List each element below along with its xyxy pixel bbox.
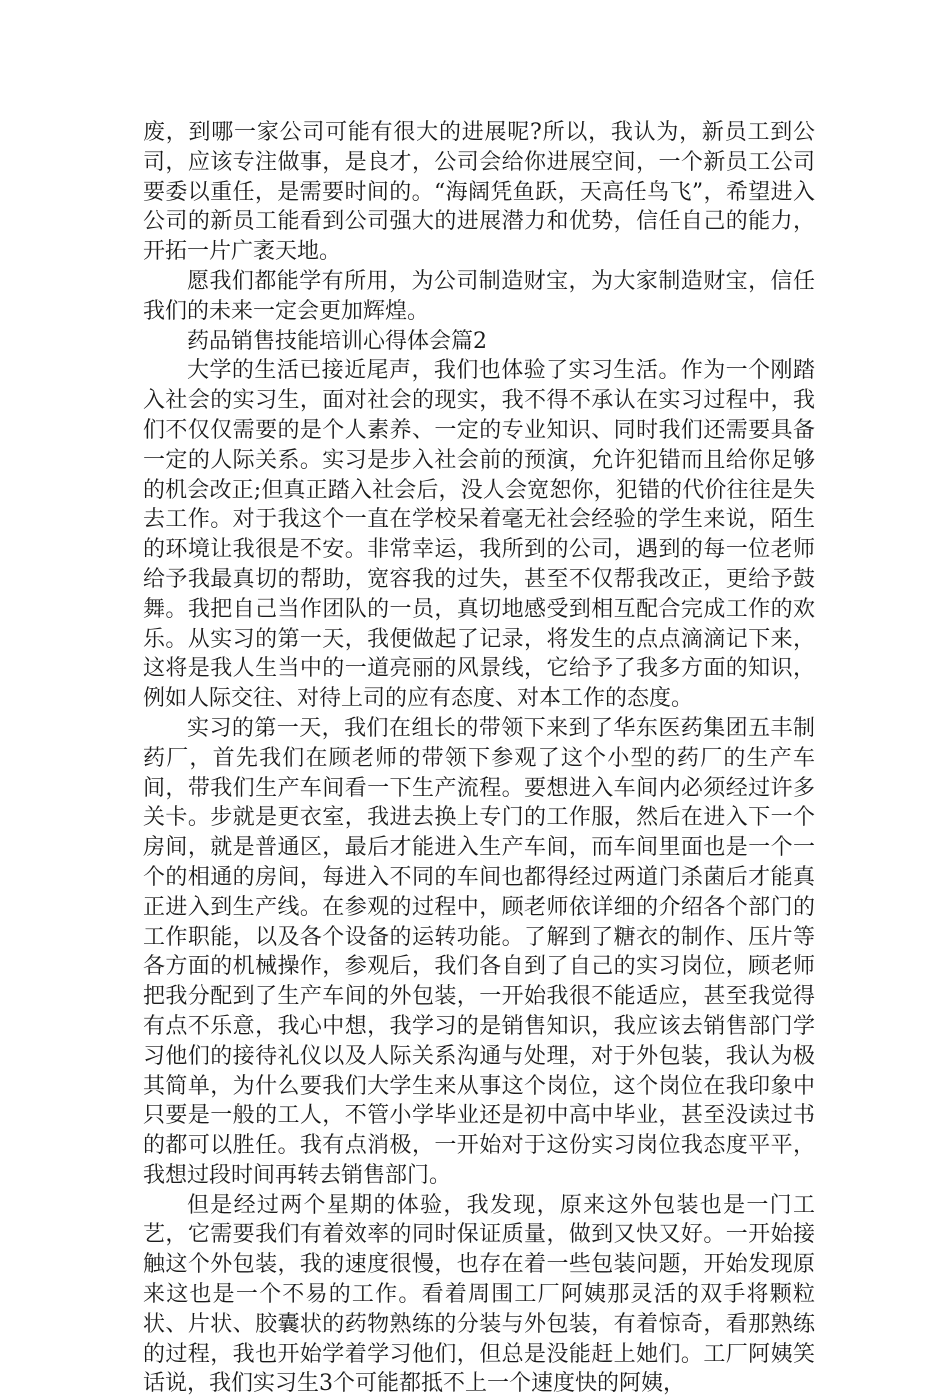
paragraph-packaging: 但是经过两个星期的体验，我发现，原来这外包装也是一门工艺，它需要我们有着效率的同时保证质量，做到又快又好。一开始接触这个外包装，我的速度很慢，也存在着一些包装问题，开始发现原来这也是一个不易的工作。看着周围工厂阿姨那灵活的双手将颗粒状、片状、胶囊状的药物熟练的分装与外包装，有着惊奇，看那熟练的过程，我也开始学着学习他们，但总是没能赶上她们。工厂阿姨笑话说，我们实习生3个可能都抵不上一个速度快的阿姨， xyxy=(143,1192,815,1397)
paragraph-intro: 大学的生活已接近尾声，我们也体验了实习生活。作为一个刚踏入社会的实习生，面对社会的现实，我不得不承认在实习过程中，我们不仅仅需要的是个人素养、一定的专业知识、同时我们还需要具备一定的人际关系。实习是步入社会前的预演，允许犯错而且给你足够的机会改正;但真正踏入社会后，没人会宽恕你，犯错的代价往往是失去工作。对于我这个一直在学校呆着毫无社会经验的学生来说，陌生的环境让我很是不安。非常幸运，我所到的公司，遇到的每一位老师给予我最真切的帮助，宽容我的过失，甚至不仅帮我改正，更给予鼓舞。我把自己当作团队的一员，真切地感受到相互配合完成工作的欢乐。从实习的第一天，我便做起了记录，将发生的点点滴滴记下来，这将是我人生当中的一道亮丽的风景线，它给予了我多方面的知识，例如人际交往、对待上司的应有态度、对本工作的态度。 xyxy=(143,358,815,712)
paragraph-first-day: 实习的第一天，我们在组长的带领下来到了华东医药集团五丰制药厂，首先我们在顾老师的带领下参观了这个小型的药厂的生产车间，带我们生产车间看一下生产流程。要想进入车间内必须经过许多关卡。步就是更衣室，我进去换上专门的工作服，然后在进入下一个房间，就是普通区，最后才能进入生产车间，而车间里面也是一个一个的相通的房间，每进入不同的车间也都得经过两道门杀菌后才能真正进入到生产线。在参观的过程中，顾老师依详细的介绍各个部门的工作职能，以及各个设备的运转功能。了解到了糖衣的制作、压片等各方面的机械操作，参观后，我们各自到了自己的实习岗位，顾老师把我分配到了生产车间的外包装，一开始我很不能适应，甚至我觉得有点不乐意，我心中想，我学习的是销售知识，我应该去销售部门学习他们的接待礼仪以及人际关系沟通与处理，对于外包装，我认为极其简单，为什么要我们大学生来从事这个岗位，这个岗位在我印象中只要是一般的工人，不管小学毕业还是初中高中毕业，甚至没读过书的都可以胜任。我有点消极，一开始对于这份实习岗位我态度平平，我想过段时间再转去销售部门。 xyxy=(143,715,815,1188)
paragraph-continuation: 废，到哪一家公司可能有很大的进展呢?所以，我认为，新员工到公司，应该专注做事，是良才，公司会给你进展空间，一个新员工公司要委以重任，是需要时间的。“海阔凭鱼跃，天高任鸟飞”，希望进入公司的新员工能看到公司强大的进展潜力和优势，信任自己的能力，开拓一片广袤天地。 xyxy=(143,120,815,265)
document-body xyxy=(143,118,815,1399)
paragraph-wish: 愿我们都能学有所用，为公司制造财宝，为大家制造财宝，信任我们的未来一定会更加辉煌。 xyxy=(143,268,815,324)
section-heading: 药品销售技能培训心得体会篇2 xyxy=(187,328,487,354)
